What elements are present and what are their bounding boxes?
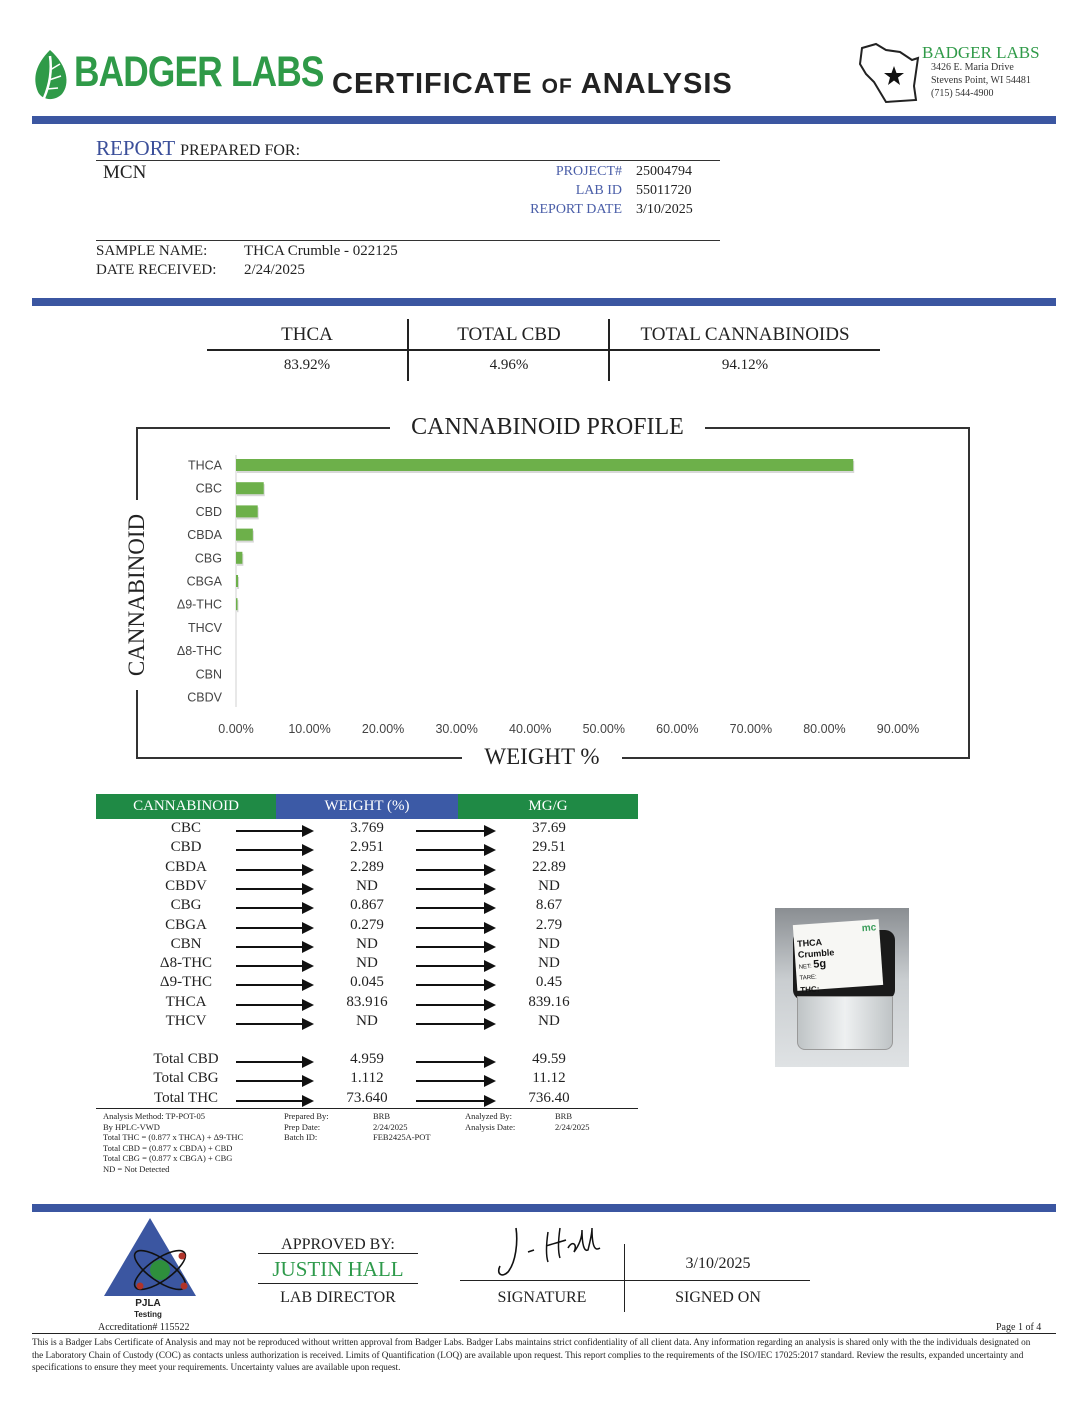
report-rule	[96, 160, 720, 161]
summary-label-total-cannabinoids: TOTAL CANNABINOIDS	[640, 324, 850, 345]
cell-mg-g: 2.79	[535, 916, 563, 933]
chart-category-label: CBC	[195, 481, 222, 496]
cell-mg-g: 29.51	[532, 839, 566, 856]
chart-bar	[236, 482, 264, 494]
summary-value-total-cbd: 4.96%	[489, 357, 529, 373]
cell-mg-g: ND	[538, 877, 560, 894]
cell-mg-g: 49.59	[532, 1051, 566, 1067]
cell-mg-g: 22.89	[532, 858, 566, 875]
table-row-item	[96, 839, 638, 859]
chart-x-tick-label: 10.00%	[288, 722, 331, 736]
cell-weight: 3.769	[350, 820, 384, 836]
chart-category-label: CBD	[195, 504, 222, 519]
cell-cannabinoid: CBD	[170, 839, 202, 856]
chart-x-tick-label: 40.00%	[509, 722, 552, 736]
chart-x-tick-label: 70.00%	[729, 722, 773, 736]
chart-x-tick-label: 30.00%	[435, 722, 478, 736]
prep-values: BRB 2/24/2025 FEB2425A-POT	[373, 1111, 431, 1142]
table-header-mg-g: MG/G	[458, 794, 638, 819]
badger-leaf-icon	[30, 48, 72, 102]
cell-cannabinoid: Total CBD	[153, 1051, 219, 1067]
table-header-cannabinoid: CANNABINOID	[96, 794, 276, 819]
footer-divider	[32, 1204, 1056, 1212]
cell-cannabinoid: Δ9-THC	[159, 974, 213, 991]
cell-cannabinoid: Total CBG	[153, 1070, 219, 1087]
chart-x-tick-label: 20.00%	[361, 722, 405, 736]
chart-category-label: Δ8-THC	[176, 644, 222, 659]
sample-name-label: SAMPLE NAME:	[96, 243, 208, 259]
cell-mg-g: ND	[538, 955, 560, 972]
approved-rule-top	[258, 1253, 418, 1254]
cell-cannabinoid: CBG	[170, 897, 202, 914]
chart-x-axis-label: WEIGHT %	[462, 744, 622, 770]
cell-mg-g: 11.12	[532, 1070, 566, 1087]
cell-mg-g: 37.69	[532, 820, 566, 836]
analysis-labels: Analyzed By: Analysis Date:	[465, 1111, 516, 1132]
chart-y-axis-label: CANNABINOID	[124, 500, 150, 690]
cell-mg-g: 0.45	[535, 974, 563, 991]
table-row-item	[96, 878, 638, 898]
brand-logo: BADGER LABS	[74, 48, 324, 96]
cell-weight: 73.640	[346, 1089, 388, 1106]
jar-body	[797, 996, 893, 1050]
disclaimer-text: This is a Badger Labs Certificate of Analysis and may not be reproduced without written approval from Badger Labs. Badger Labs maintains strict confidentiality of all client data. Any information regarding an analysis is shared only with the the individuals designated on the Laboratory Chain of Custody (COC) as contacts unless authorization is received. Limits of Quantification (LOQ) are available upon request. This report complies to the requirements of the ISO/IEC 17025:2017 standard. Review the results, expanded uncertainty and specifications to ensure they meet your requirements. Uncertainty values are available upon request.	[32, 1337, 1031, 1372]
table-row-item	[96, 936, 638, 956]
table-row-total	[96, 1070, 638, 1090]
chart-title: CANNABINOID PROFILE	[390, 414, 705, 441]
cell-weight: 4.959	[350, 1051, 384, 1067]
approver-name: JUSTIN HALL	[272, 1257, 404, 1281]
table-header-weight: WEIGHT (%)	[276, 794, 458, 819]
summary-value-total-cannabinoids: 94.12%	[721, 357, 769, 373]
prep-labels: Prepared By: Prep Date: Batch ID:	[284, 1111, 329, 1142]
cell-weight: 2.289	[350, 858, 384, 875]
client-name: MCN	[103, 162, 147, 183]
cannabinoid-profile-chart	[136, 427, 968, 757]
chart-category-label: THCA	[187, 458, 222, 473]
chart-x-tick-label: 80.00%	[803, 722, 846, 736]
cell-weight: 83.916	[346, 993, 388, 1010]
cell-cannabinoid: Total THC	[153, 1089, 219, 1106]
analysis-notes: Analysis Method: TP-POT-05 By HPLC-VWD Total THC = (0.877 x THCA) + Δ9-THC Total CBD = (0.877 x CBDA) + CBD Total CBG = (0.877 x CBGA) + CBG ND = Not Detected	[103, 1111, 244, 1174]
table-row-item	[96, 917, 638, 937]
cell-cannabinoid: CBC	[170, 820, 201, 836]
summary-rule	[207, 349, 880, 351]
wisconsin-map-icon	[856, 38, 922, 108]
pjla-text: PJLA Testing	[134, 1298, 162, 1319]
table-row-total	[96, 1051, 638, 1071]
project-value: 25004794	[636, 164, 692, 179]
cell-weight: ND	[356, 935, 378, 952]
chart-category-label: CBG	[194, 551, 222, 566]
page-number: Page 1 of 4	[996, 1322, 1042, 1333]
cell-weight: ND	[356, 955, 378, 972]
chart-bar	[236, 598, 238, 610]
cell-mg-g: 8.67	[535, 897, 563, 914]
accreditation-number: Accreditation# 115522	[98, 1322, 190, 1333]
date-received-value: 2/24/2025	[244, 262, 305, 278]
chart-bar	[236, 552, 242, 564]
document-title: CERTIFICATE OF ANALYSIS	[332, 68, 733, 100]
table-row-item	[96, 859, 638, 879]
cell-mg-g: 839.16	[528, 993, 570, 1010]
signature-sep	[624, 1244, 625, 1312]
chart-bar	[236, 529, 253, 541]
cell-weight: 1.112	[350, 1070, 384, 1087]
cell-weight: 0.045	[350, 974, 384, 991]
table-row-item	[96, 994, 638, 1014]
report-rule-bottom	[96, 240, 720, 241]
cell-cannabinoid: CBDV	[165, 877, 207, 894]
address-company: BADGER LABS	[922, 43, 1040, 62]
table-row-total	[96, 1090, 638, 1110]
analysis-values: BRB 2/24/2025	[555, 1111, 590, 1132]
chart-x-tick-label: 50.00%	[582, 722, 625, 736]
report-date-value: 3/10/2025	[636, 202, 693, 217]
report-heading: REPORT PREPARED FOR:	[96, 136, 301, 160]
chart-category-label: CBDV	[187, 690, 222, 705]
signed-date: 3/10/2025	[685, 1255, 751, 1272]
chart-x-tick-label: 60.00%	[656, 722, 699, 736]
chart-x-tick-label: 0.00%	[218, 722, 254, 736]
table-row-item	[96, 974, 638, 994]
approved-by-label: APPROVED BY:	[281, 1236, 395, 1253]
table-row-item	[96, 1013, 638, 1033]
cell-cannabinoid: CBDA	[165, 858, 207, 875]
summary-label-thca: THCA	[281, 324, 333, 345]
cell-cannabinoid: Δ8-THC	[159, 955, 213, 972]
cell-weight: 2.951	[350, 839, 384, 856]
approver-title: LAB DIRECTOR	[280, 1289, 396, 1306]
chart-bar	[236, 505, 258, 517]
disclaimer-rule	[32, 1333, 1056, 1334]
address-phone: (715) 544-4900	[931, 88, 994, 99]
jar-label: mc THCA Crumble NET: 5g TARE: THC:	[793, 919, 883, 991]
cell-mg-g: ND	[538, 1013, 560, 1029]
cell-weight: ND	[356, 877, 378, 894]
summary-label-total-cbd: TOTAL CBD	[457, 324, 561, 345]
cell-cannabinoid: CBGA	[165, 916, 207, 933]
lab-id-value: 55011720	[636, 183, 692, 198]
cell-mg-g: 736.40	[528, 1089, 570, 1106]
signature-label: SIGNATURE	[497, 1289, 587, 1306]
chart-bar	[236, 459, 853, 471]
header-divider	[32, 116, 1056, 124]
sample-name-value: THCA Crumble - 022125	[244, 243, 398, 259]
chart-category-label: CBN	[195, 667, 222, 682]
report-date-label: REPORT DATE	[530, 202, 622, 217]
lab-id-label: LAB ID	[575, 183, 622, 198]
chart-category-label: CBDA	[187, 528, 222, 543]
cell-cannabinoid: THCA	[165, 993, 207, 1010]
approved-rule-bottom	[258, 1283, 418, 1284]
cell-weight: ND	[356, 1013, 378, 1029]
section-divider	[32, 298, 1056, 306]
cell-cannabinoid: CBN	[170, 935, 202, 952]
chart-category-label: THCV	[187, 620, 222, 635]
table-row-item	[96, 820, 638, 840]
project-label: PROJECT#	[555, 164, 622, 179]
table-bottom-rule	[96, 1108, 638, 1109]
date-received-label: DATE RECEIVED:	[96, 262, 217, 278]
cell-mg-g: ND	[538, 935, 560, 952]
handwritten-signature	[490, 1222, 610, 1282]
cell-weight: 0.867	[350, 897, 384, 914]
table-row-item	[96, 955, 638, 975]
cell-cannabinoid: THCV	[165, 1013, 207, 1029]
sample-photo	[775, 908, 909, 1067]
chart-category-label: Δ9-THC	[176, 597, 222, 612]
address-city: Stevens Point, WI 54481	[931, 75, 1031, 86]
summary-value-thca: 83.92%	[283, 357, 331, 373]
chart-x-tick-label: 90.00%	[876, 722, 920, 736]
cell-weight: 0.279	[350, 916, 384, 933]
chart-category-label: CBGA	[186, 574, 222, 589]
signature-rule	[460, 1280, 810, 1281]
address-street: 3426 E. Maria Drive	[931, 62, 1014, 73]
chart-bar	[236, 575, 238, 587]
signed-on-label: SIGNED ON	[675, 1289, 761, 1306]
table-row-item	[96, 897, 638, 917]
